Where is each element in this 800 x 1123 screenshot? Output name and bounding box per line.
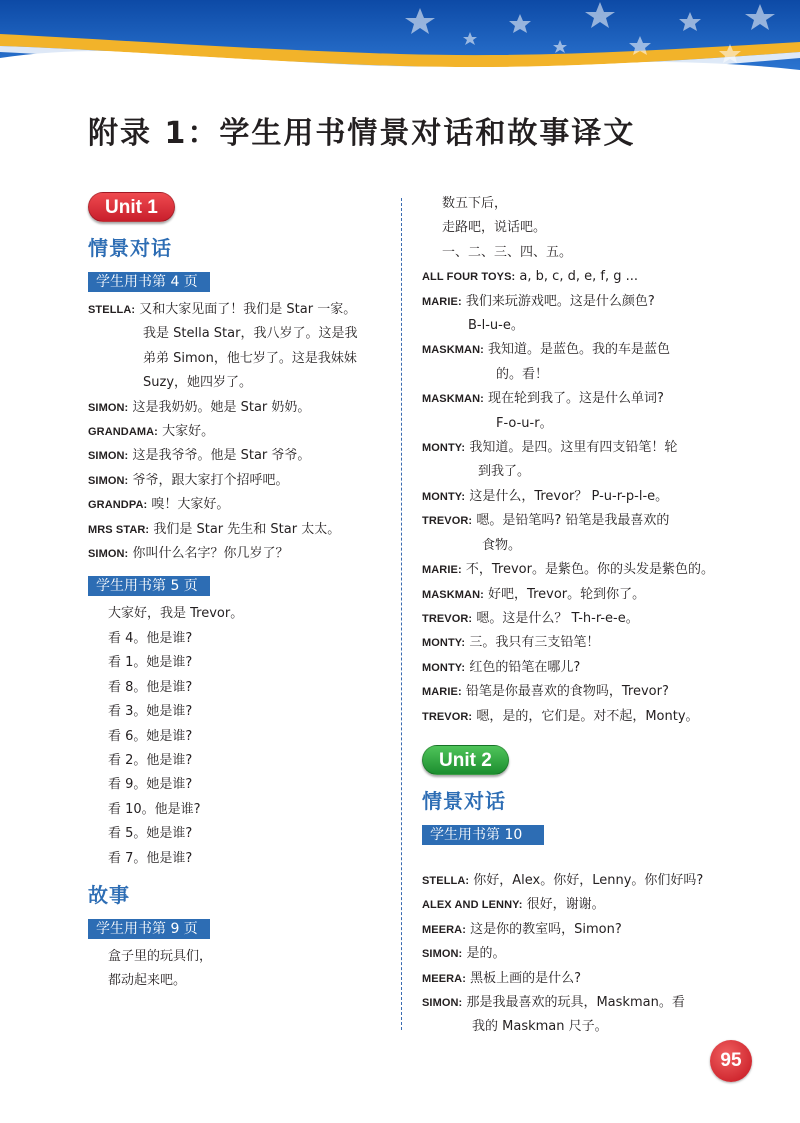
speaker-label: MASKMAN:: [422, 588, 484, 601]
speaker-label: ALEX AND LENNY:: [422, 899, 523, 912]
text-line: 看 8。他是谁?: [108, 679, 193, 695]
dialogue-line: [88, 518, 388, 542]
dialogue-text: 黑板上画的是什么?: [470, 970, 582, 986]
text-line: 看 1。她是谁?: [108, 655, 193, 671]
dialogue-text: 很好，谢谢。: [526, 897, 605, 913]
speaker-label: SIMON:: [422, 948, 463, 961]
dialogue-line: [422, 290, 722, 314]
dialogue-line: [422, 942, 722, 966]
dialogue-line: [422, 338, 722, 362]
speaker-label: MONTY:: [422, 442, 466, 455]
header-banner: [0, 0, 800, 90]
text-line: 看 5。她是谁?: [108, 826, 193, 842]
dialogue-text: 这是我爷爷。他是 Star 爷爷。: [132, 448, 311, 464]
left-column: [88, 192, 388, 994]
dialogue-line: [422, 436, 722, 460]
text-line: 盒子里的玩具们，: [108, 948, 213, 964]
dialogue-continuation: F-o-u-r。: [496, 415, 553, 431]
text-line: 看 4。他是谁?: [108, 630, 193, 646]
column-divider: [401, 198, 402, 1030]
dialogue-line: [422, 893, 722, 917]
text-line: 看 6。她是谁?: [108, 728, 193, 744]
dialogue-line: [88, 493, 388, 517]
dialogue-line: [422, 607, 722, 631]
dialogue-line: [422, 918, 722, 942]
dialogue-text: 你好，Alex。你好，Lenny。你们好吗?: [473, 872, 704, 888]
speaker-label: TREVOR:: [422, 710, 473, 723]
dialogue-continuation: 食物。: [482, 537, 522, 553]
speaker-label: GRANDAMA:: [88, 426, 158, 439]
dialogue-continuation: 弟弟 Simon，他七岁了。这是我妹妹: [143, 350, 357, 366]
text-line: 看 3。她是谁?: [108, 704, 193, 720]
speaker-label: ALL FOUR TOYS:: [422, 271, 516, 284]
dialogue-text: a, b, c, d, e, f, g ...: [519, 269, 638, 285]
dialogue-line: [88, 396, 388, 420]
dialogue-line: [88, 542, 388, 566]
dialogue-line: [422, 485, 722, 509]
dialogue-line: [422, 991, 722, 1015]
dialogue-text: 这是我奶奶。她是 Star 奶奶。: [132, 399, 311, 415]
speaker-label: MONTY:: [422, 490, 466, 503]
section-heading-dialogue: 情景对话: [88, 236, 172, 260]
text-line: 看 7。他是谁?: [108, 850, 193, 866]
dialogue-block-plain: [88, 602, 388, 870]
section-heading-dialogue-2: 情景对话: [422, 788, 506, 813]
speaker-label: MASKMAN:: [422, 344, 484, 357]
dialogue-text: 嗯，是的，它们是。对不起，Monty。: [476, 708, 699, 724]
dialogue-text: 你叫什么名字？你几岁了？: [132, 546, 289, 562]
unit-1-badge: Unit 1: [88, 192, 175, 222]
speaker-label: TREVOR:: [422, 515, 473, 528]
speaker-label: SIMON:: [422, 996, 463, 1009]
page-reference-10: 学生用书第 10 页: [422, 825, 544, 845]
dialogue-text: 好吧，Trevor。轮到你了。: [488, 586, 646, 602]
dialogue-continuation: 我是 Stella Star，我八岁了。这是我: [143, 326, 358, 342]
speaker-label: MEERA:: [422, 923, 466, 936]
speaker-label: MONTY:: [422, 661, 466, 674]
dialogue-line: [422, 967, 722, 991]
speaker-label: SIMON:: [88, 450, 129, 463]
dialogue-line: [422, 869, 722, 893]
text-line: 大家好，我是 Trevor。: [108, 606, 244, 622]
story-dialogue-block: [422, 265, 722, 729]
dialogue-text: 我们来玩游戏吧。这是什么颜色?: [465, 293, 655, 309]
text-line: 走路吧，说话吧。: [442, 220, 547, 236]
dialogue-line: [422, 656, 722, 680]
dialogue-line: [88, 469, 388, 493]
speaker-label: MONTY:: [422, 637, 466, 650]
dialogue-line: [422, 583, 722, 607]
speaker-label: MEERA:: [422, 972, 466, 985]
speaker-label: MARIE:: [422, 295, 462, 308]
dialogue-continuation: 我的 Maskman 尺子。: [472, 1019, 608, 1035]
speaker-label: SIMON:: [88, 474, 129, 487]
dialogue-text: 现在轮到我了。这是什么单词?: [488, 391, 664, 407]
dialogue-text: 铅笔是你最喜欢的食物吗，Trevor?: [465, 684, 669, 700]
dialogue-text: 不，Trevor。是紫色。你的头发是紫色的。: [465, 562, 714, 578]
dialogue-line: [422, 558, 722, 582]
dialogue-line: [422, 265, 722, 289]
speaker-label: GRANDPA:: [88, 499, 148, 512]
text-line: 数五下后，: [442, 196, 508, 211]
page-reference-4: 学生用书第 4 页: [88, 272, 210, 292]
text-line: 看 2。他是谁?: [108, 752, 193, 768]
speaker-label: MASKMAN:: [422, 393, 484, 406]
dialogue-text: 红色的铅笔在哪儿?: [469, 659, 581, 675]
story-block: [88, 945, 388, 994]
dialogue-text: 那是我最喜欢的玩具，Maskman。看: [466, 994, 685, 1010]
unit-2-badge: Unit 2: [422, 745, 509, 775]
speaker-label: SIMON:: [88, 401, 129, 414]
speaker-label: MARIE:: [422, 686, 462, 699]
dialogue-text: 是的。: [466, 946, 506, 962]
dialogue-line: [88, 420, 388, 444]
dialogue-text: 爷爷，跟大家打个招呼吧。: [132, 472, 289, 488]
speaker-label: STELLA:: [88, 304, 136, 316]
dialogue-text: 又和大家见面了！我们是 Star 一家。: [139, 302, 357, 317]
dialogue-text: 嗯。这是什么？ T-h-r-e-e。: [476, 610, 639, 626]
dialogue-text: 这是你的教室吗，Simon?: [470, 921, 622, 937]
speaker-label: MARIE:: [422, 564, 462, 577]
dialogue-text: 我知道。是蓝色。我的车是蓝色: [488, 342, 671, 358]
dialogue-continuation: Suzy，她四岁了。: [143, 375, 253, 391]
dialogue-text: 我们是 Star 先生和 Star 太太。: [153, 521, 341, 537]
text-line: 看 10。他是谁?: [108, 801, 201, 817]
dialogue-text: 嗅！大家好。: [151, 497, 230, 513]
text-line: 一、二、三、四、五。: [442, 244, 573, 260]
speaker-label: TREVOR:: [422, 612, 473, 625]
dialogue-line: [422, 680, 722, 704]
dialogue-text: 这是什么，Trevor？ P-u-r-p-l-e。: [469, 488, 669, 504]
dialogue-block-unit2: [422, 869, 722, 1040]
speaker-label: STELLA:: [422, 874, 470, 887]
dialogue-line: [88, 298, 388, 322]
dialogue-line: [422, 705, 722, 729]
story-continued-block: [422, 192, 722, 265]
dialogue-line: [88, 444, 388, 468]
page-reference-5: 学生用书第 5 页: [88, 576, 210, 596]
dialogue-continuation: 到我了。: [478, 464, 531, 480]
dialogue-line: [422, 509, 722, 533]
page-number-badge: 95: [710, 1040, 752, 1082]
right-column: [422, 192, 722, 1040]
dialogue-text: 三。我只有三支铅笔！: [469, 635, 600, 651]
dialogue-line: [422, 387, 722, 411]
dialogue-text: 嗯。是铅笔吗? 铅笔是我最喜欢的: [476, 513, 670, 529]
speaker-label: SIMON:: [88, 548, 129, 561]
dialogue-block: [88, 298, 388, 566]
dialogue-text: 大家好。: [162, 424, 215, 440]
section-heading-story: 故事: [88, 882, 130, 907]
speaker-label: MRS STAR:: [88, 523, 150, 536]
dialogue-line: [422, 631, 722, 655]
page-reference-9: 学生用书第 9 页: [88, 919, 210, 939]
page-title: 附录 1：学生用书情景对话和故事译文: [88, 116, 636, 151]
text-line: 都动起来吧。: [108, 973, 187, 989]
dialogue-text: 我知道。是四。这里有四支铅笔！轮: [469, 440, 678, 456]
dialogue-continuation: B-l-u-e。: [468, 318, 524, 334]
dialogue-continuation: 的。看！: [496, 366, 549, 382]
text-line: 看 9。她是谁?: [108, 777, 193, 793]
